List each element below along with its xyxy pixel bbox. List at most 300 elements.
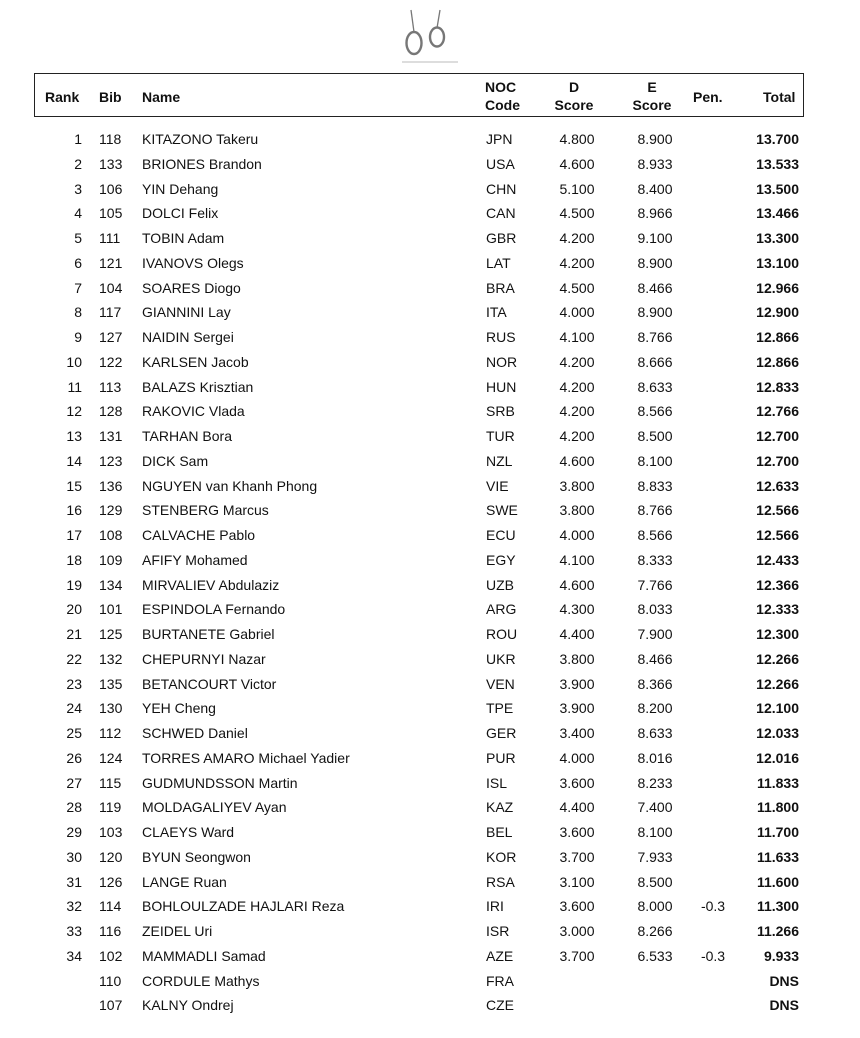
athlete-name: NGUYEN van Khanh Phong: [142, 477, 318, 494]
table-row: [0, 597, 860, 622]
total-score: 13.466: [756, 205, 799, 222]
total-score: 11.633: [756, 848, 799, 865]
total-score: 9.933: [763, 947, 799, 964]
total-score: 12.033: [756, 725, 799, 741]
d-score: 3.600: [559, 824, 595, 840]
table-row: [0, 424, 860, 449]
athlete-name: RAKOVIC Vlada: [142, 403, 245, 420]
table-row: [0, 399, 860, 424]
table-row: [0, 375, 860, 400]
d-score: 3.800: [559, 650, 595, 667]
noc-code: UZB: [486, 576, 514, 593]
table-row: [0, 622, 860, 647]
rank-cell: 20: [66, 601, 82, 618]
rank-cell: 1: [74, 131, 82, 147]
d-score: 3.800: [559, 477, 595, 494]
e-score: 8.966: [637, 205, 673, 222]
noc-code: NOR: [486, 353, 518, 370]
table-row: [0, 672, 860, 697]
table-row: [0, 548, 860, 573]
athlete-name: TOBIN Adam: [142, 230, 225, 246]
e-score: 8.366: [637, 675, 673, 692]
athlete-name: BURTANETE Gabriel: [142, 626, 275, 642]
rank-cell: 23: [66, 675, 82, 692]
bib-cell: 106: [99, 180, 123, 197]
athlete-name: CALVACHE Pablo: [142, 527, 256, 543]
d-score: 4.400: [559, 626, 595, 642]
bib-cell: 110: [99, 972, 122, 989]
noc-code: ITA: [486, 304, 507, 321]
rank-cell: 5: [74, 230, 82, 246]
e-score: 8.466: [637, 279, 673, 296]
total-score: 12.700: [756, 428, 799, 444]
d-score: 4.300: [559, 601, 595, 618]
e-score: 8.633: [637, 378, 673, 395]
bib-cell: 123: [99, 452, 123, 469]
bib-cell: 103: [99, 824, 123, 840]
bib-cell: 104: [99, 279, 123, 296]
athlete-name: BALAZS Krisztian: [142, 378, 254, 395]
rank-cell: 25: [66, 725, 82, 741]
athlete-name: MIRVALIEV Abdulaziz: [142, 576, 280, 593]
rank-cell: 24: [66, 700, 82, 717]
d-score: 3.700: [559, 848, 595, 865]
noc-code: VEN: [486, 675, 515, 692]
header-e-line2: Score: [632, 97, 672, 113]
noc-code: KAZ: [486, 799, 514, 816]
bib-cell: 124: [99, 749, 123, 766]
d-score: 3.900: [559, 700, 595, 717]
e-score: 8.900: [637, 254, 673, 271]
d-score: 4.600: [559, 576, 595, 593]
noc-code: ISR: [486, 923, 510, 939]
total-score: 12.433: [756, 551, 799, 568]
athlete-name: GIANNINI Lay: [142, 304, 231, 321]
d-score: 3.600: [559, 774, 595, 791]
noc-code: IRI: [486, 898, 504, 915]
e-score: 8.766: [637, 329, 673, 345]
athlete-name: NAIDIN Sergei: [142, 329, 234, 345]
total-score: 13.533: [756, 155, 799, 172]
e-score: 8.566: [637, 527, 673, 543]
bib-cell: 128: [99, 403, 123, 420]
total-score: 12.266: [756, 650, 799, 667]
athlete-name: BOHLOULZADE HAJLARI Reza: [142, 898, 345, 915]
athlete-name: AFIFY Mohamed: [142, 551, 248, 568]
e-score: 8.633: [637, 725, 673, 741]
e-score: 8.900: [637, 304, 673, 321]
bib-cell: 112: [99, 725, 122, 741]
rings-apparatus-icon: [400, 6, 460, 66]
noc-code: UKR: [486, 650, 516, 667]
d-score: 4.000: [559, 749, 595, 766]
athlete-name: SCHWED Daniel: [142, 725, 248, 741]
d-score: 4.200: [559, 403, 595, 420]
rank-cell: 14: [66, 452, 82, 469]
total-score: 12.266: [756, 675, 799, 692]
d-score: 4.800: [559, 131, 595, 147]
table-row: [0, 845, 860, 870]
total-score: 12.366: [756, 576, 799, 593]
bib-cell: 111: [99, 230, 121, 246]
d-score: 4.500: [559, 279, 595, 296]
athlete-name: BYUN Seongwon: [142, 848, 251, 865]
table-row: [0, 251, 860, 276]
noc-code: AZE: [486, 947, 514, 964]
total-score: 12.966: [756, 279, 799, 296]
table-row: [0, 449, 860, 474]
athlete-name: CHEPURNYI Nazar: [142, 650, 266, 667]
total-score: 11.800: [756, 799, 799, 816]
athlete-name: GUDMUNDSSON Martin: [142, 774, 298, 791]
e-score: 8.566: [637, 403, 673, 420]
total-score: 13.700: [756, 131, 799, 147]
bib-cell: 132: [99, 650, 123, 667]
noc-code: RUS: [486, 329, 516, 345]
e-score: 8.266: [637, 923, 673, 939]
total-score: DNS: [769, 972, 799, 989]
rank-cell: 13: [66, 428, 82, 444]
athlete-name: YEH Cheng: [142, 700, 216, 717]
d-score: 4.000: [559, 527, 595, 543]
d-score: 3.900: [559, 675, 595, 692]
total-score: 13.100: [756, 254, 799, 271]
total-score: 11.266: [756, 923, 799, 939]
bib-cell: 122: [99, 353, 123, 370]
total-score: 12.866: [756, 329, 799, 345]
e-score: 8.100: [637, 452, 673, 469]
e-score: 6.533: [637, 947, 673, 964]
noc-code: SRB: [486, 403, 515, 420]
d-score: 4.200: [559, 428, 595, 444]
noc-code: CZE: [486, 997, 514, 1014]
athlete-name: ZEIDEL Uri: [142, 923, 213, 939]
table-row: [0, 647, 860, 672]
rank-cell: 30: [66, 848, 82, 865]
results-table-body: [0, 127, 860, 1018]
table-row: [0, 820, 860, 845]
noc-code: FRA: [486, 972, 514, 989]
athlete-name: KALNY Ondrej: [142, 997, 234, 1014]
d-score: 4.100: [559, 329, 595, 345]
rank-cell: 6: [74, 254, 82, 271]
athlete-name: CORDULE Mathys: [142, 972, 260, 989]
header-d-line2: Score: [554, 97, 594, 113]
d-score: 4.600: [559, 155, 595, 172]
e-score: 8.233: [637, 774, 673, 791]
athlete-name: YIN Dehang: [142, 180, 219, 197]
rank-cell: 34: [66, 947, 82, 964]
noc-code: HUN: [486, 378, 517, 395]
table-row: [0, 944, 860, 969]
e-score: 8.766: [637, 502, 673, 519]
e-score: 8.200: [637, 700, 673, 717]
d-score: 4.200: [559, 230, 595, 246]
rank-cell: 4: [74, 205, 82, 222]
table-row: [0, 993, 860, 1018]
table-row: [0, 870, 860, 895]
bib-cell: 135: [99, 675, 123, 692]
total-score: 12.333: [756, 601, 799, 618]
bib-cell: 117: [99, 304, 122, 321]
bib-cell: 101: [99, 601, 123, 618]
bib-cell: 109: [99, 551, 123, 568]
total-score: 12.633: [756, 477, 799, 494]
table-row: [0, 696, 860, 721]
noc-code: TPE: [486, 700, 514, 717]
athlete-name: BRIONES Brandon: [142, 155, 262, 172]
header-noc-line2: Code: [485, 97, 520, 113]
table-row: [0, 894, 860, 919]
total-score: 12.900: [756, 304, 799, 321]
table-row: [0, 152, 860, 177]
rank-cell: 7: [74, 279, 82, 296]
bib-cell: 107: [99, 997, 123, 1014]
athlete-name: TORRES AMARO Michael Yadier: [142, 749, 350, 766]
rank-cell: 32: [66, 898, 82, 915]
noc-code: EGY: [486, 551, 516, 568]
table-row: [0, 474, 860, 499]
athlete-name: KARLSEN Jacob: [142, 353, 249, 370]
e-score: 8.033: [637, 601, 673, 618]
bib-cell: 114: [99, 898, 122, 915]
table-row: [0, 795, 860, 820]
e-score: 8.900: [637, 131, 673, 147]
athlete-name: CLAEYS Ward: [142, 824, 235, 840]
e-score: 7.400: [637, 799, 673, 816]
d-score: 4.100: [559, 551, 595, 568]
athlete-name: DICK Sam: [142, 452, 209, 469]
bib-cell: 127: [99, 329, 123, 345]
rank-cell: 2: [74, 155, 82, 172]
rank-cell: 16: [66, 502, 82, 519]
total-score: 13.300: [756, 230, 799, 246]
noc-code: GER: [486, 725, 517, 741]
table-header: [34, 73, 804, 117]
rank-cell: 9: [74, 329, 82, 345]
e-score: 8.500: [637, 428, 673, 444]
total-score: 12.100: [756, 700, 799, 717]
total-score: DNS: [769, 997, 799, 1014]
noc-code: ECU: [486, 527, 516, 543]
noc-code: LAT: [486, 254, 511, 271]
noc-code: CAN: [486, 205, 516, 222]
rank-cell: 29: [66, 824, 82, 840]
e-score: 8.016: [637, 749, 673, 766]
noc-code: BEL: [486, 824, 513, 840]
d-score: 3.100: [559, 873, 595, 890]
athlete-name: BETANCOURT Victor: [142, 675, 277, 692]
e-score: 7.933: [637, 848, 673, 865]
noc-code: BRA: [486, 279, 515, 296]
penalty: -0.3: [700, 947, 726, 964]
total-score: 12.766: [756, 403, 799, 420]
table-row: [0, 919, 860, 944]
e-score: 8.466: [637, 650, 673, 667]
table-row: [0, 226, 860, 251]
e-score: 8.400: [637, 180, 673, 197]
bib-cell: 113: [99, 378, 122, 395]
rank-cell: 10: [66, 353, 82, 370]
table-row: [0, 276, 860, 301]
rank-cell: 27: [66, 774, 82, 791]
d-score: 3.800: [559, 502, 595, 519]
bib-cell: 131: [99, 428, 123, 444]
e-score: 8.100: [637, 824, 673, 840]
header-d-line1: D: [568, 79, 580, 95]
athlete-name: MAMMADLI Samad: [142, 947, 266, 964]
rank-cell: 22: [66, 650, 82, 667]
table-row: [0, 771, 860, 796]
bib-cell: 136: [99, 477, 123, 494]
table-row: [0, 325, 860, 350]
d-score: 4.200: [559, 254, 595, 271]
rank-cell: 12: [66, 403, 82, 420]
rank-cell: 21: [66, 626, 82, 642]
noc-code: GBR: [486, 230, 517, 246]
total-score: 13.500: [756, 180, 799, 197]
e-score: 8.333: [637, 551, 673, 568]
rank-cell: 15: [66, 477, 82, 494]
e-score: 8.000: [637, 898, 673, 915]
d-score: 4.600: [559, 452, 595, 469]
rank-cell: 26: [66, 749, 82, 766]
bib-cell: 119: [99, 799, 122, 816]
header-d-score: [548, 78, 600, 114]
table-row: [0, 177, 860, 202]
noc-code: CHN: [486, 180, 517, 197]
athlete-name: SOARES Diogo: [142, 279, 241, 296]
e-score: 7.900: [637, 626, 673, 642]
bib-cell: 102: [99, 947, 123, 964]
table-row: [0, 127, 860, 152]
bib-cell: 105: [99, 205, 123, 222]
total-score: 12.700: [756, 452, 799, 469]
d-score: 4.500: [559, 205, 595, 222]
d-score: 3.000: [559, 923, 595, 939]
athlete-name: IVANOVS Olegs: [142, 254, 244, 271]
total-score: 12.866: [756, 353, 799, 370]
bib-cell: 108: [99, 527, 123, 543]
header-noc: [485, 78, 520, 114]
athlete-name: STENBERG Marcus: [142, 502, 269, 519]
rank-cell: 18: [66, 551, 82, 568]
e-score: 8.666: [637, 353, 673, 370]
total-score: 12.300: [756, 626, 799, 642]
e-score: 8.933: [637, 155, 673, 172]
e-score: 7.766: [637, 576, 673, 593]
athlete-name: TARHAN Bora: [142, 428, 232, 444]
athlete-name: KITAZONO Takeru: [142, 131, 259, 147]
header-rank: Rank: [45, 89, 80, 105]
bib-cell: 120: [99, 848, 123, 865]
rank-cell: 33: [66, 923, 82, 939]
header-e-line1: E: [647, 79, 657, 95]
table-row: [0, 201, 860, 226]
d-score: 4.200: [559, 353, 595, 370]
table-row: [0, 498, 860, 523]
noc-code: KOR: [486, 848, 517, 865]
d-score: 3.400: [559, 725, 595, 741]
bib-cell: 115: [99, 774, 122, 791]
bib-cell: 116: [99, 923, 122, 939]
header-total: Total: [763, 89, 796, 105]
d-score: 4.400: [559, 799, 595, 816]
noc-code: VIE: [486, 477, 509, 494]
noc-code: TUR: [486, 428, 515, 444]
noc-code: ISL: [486, 774, 508, 791]
total-score: 11.600: [756, 873, 799, 890]
header-noc-line1: NOC: [485, 79, 517, 95]
noc-code: ARG: [486, 601, 517, 618]
e-score: 9.100: [637, 230, 673, 246]
e-score: 8.500: [637, 873, 673, 890]
table-row: [0, 350, 860, 375]
total-score: 11.833: [756, 774, 799, 791]
total-score: 12.566: [756, 502, 799, 519]
bib-cell: 130: [99, 700, 123, 717]
rank-cell: 3: [74, 180, 82, 197]
header-e-score: [626, 78, 678, 114]
d-score: 3.700: [559, 947, 595, 964]
total-score: 11.300: [756, 898, 799, 915]
header-name: Name: [142, 89, 181, 105]
table-row: [0, 969, 860, 994]
total-score: 11.700: [756, 824, 799, 840]
rank-cell: 11: [67, 378, 82, 395]
total-score: 12.566: [756, 527, 799, 543]
total-score: 12.833: [756, 378, 799, 395]
bib-cell: 133: [99, 155, 123, 172]
athlete-name: DOLCI Felix: [142, 205, 219, 222]
athlete-name: ESPINDOLA Fernando: [142, 601, 286, 618]
d-score: 3.600: [559, 898, 595, 915]
table-row: [0, 573, 860, 598]
d-score: 4.000: [559, 304, 595, 321]
noc-code: SWE: [486, 502, 518, 519]
athlete-name: MOLDAGALIYEV Ayan: [142, 799, 287, 816]
header-bib: Bib: [99, 89, 122, 105]
noc-code: USA: [486, 155, 515, 172]
athlete-name: LANGE Ruan: [142, 873, 227, 890]
noc-code: NZL: [486, 452, 513, 469]
bib-cell: 129: [99, 502, 123, 519]
rank-cell: 19: [66, 576, 82, 593]
table-row: [0, 523, 860, 548]
penalty: -0.3: [700, 898, 726, 915]
header-pen: Pen.: [693, 89, 723, 105]
noc-code: ROU: [486, 626, 518, 642]
rank-cell: 8: [74, 304, 82, 321]
rank-cell: 28: [66, 799, 82, 816]
table-row: [0, 300, 860, 325]
total-score: 12.016: [756, 749, 799, 766]
table-row: [0, 746, 860, 771]
noc-code: JPN: [486, 131, 513, 147]
d-score: 5.100: [559, 180, 595, 197]
bib-cell: 118: [99, 131, 122, 147]
bib-cell: 121: [99, 254, 123, 271]
bib-cell: 125: [99, 626, 123, 642]
bib-cell: 134: [99, 576, 123, 593]
noc-code: PUR: [486, 749, 516, 766]
d-score: 4.200: [559, 378, 595, 395]
e-score: 8.833: [637, 477, 673, 494]
bib-cell: 126: [99, 873, 123, 890]
noc-code: RSA: [486, 873, 515, 890]
rank-cell: 17: [66, 527, 82, 543]
table-row: [0, 721, 860, 746]
